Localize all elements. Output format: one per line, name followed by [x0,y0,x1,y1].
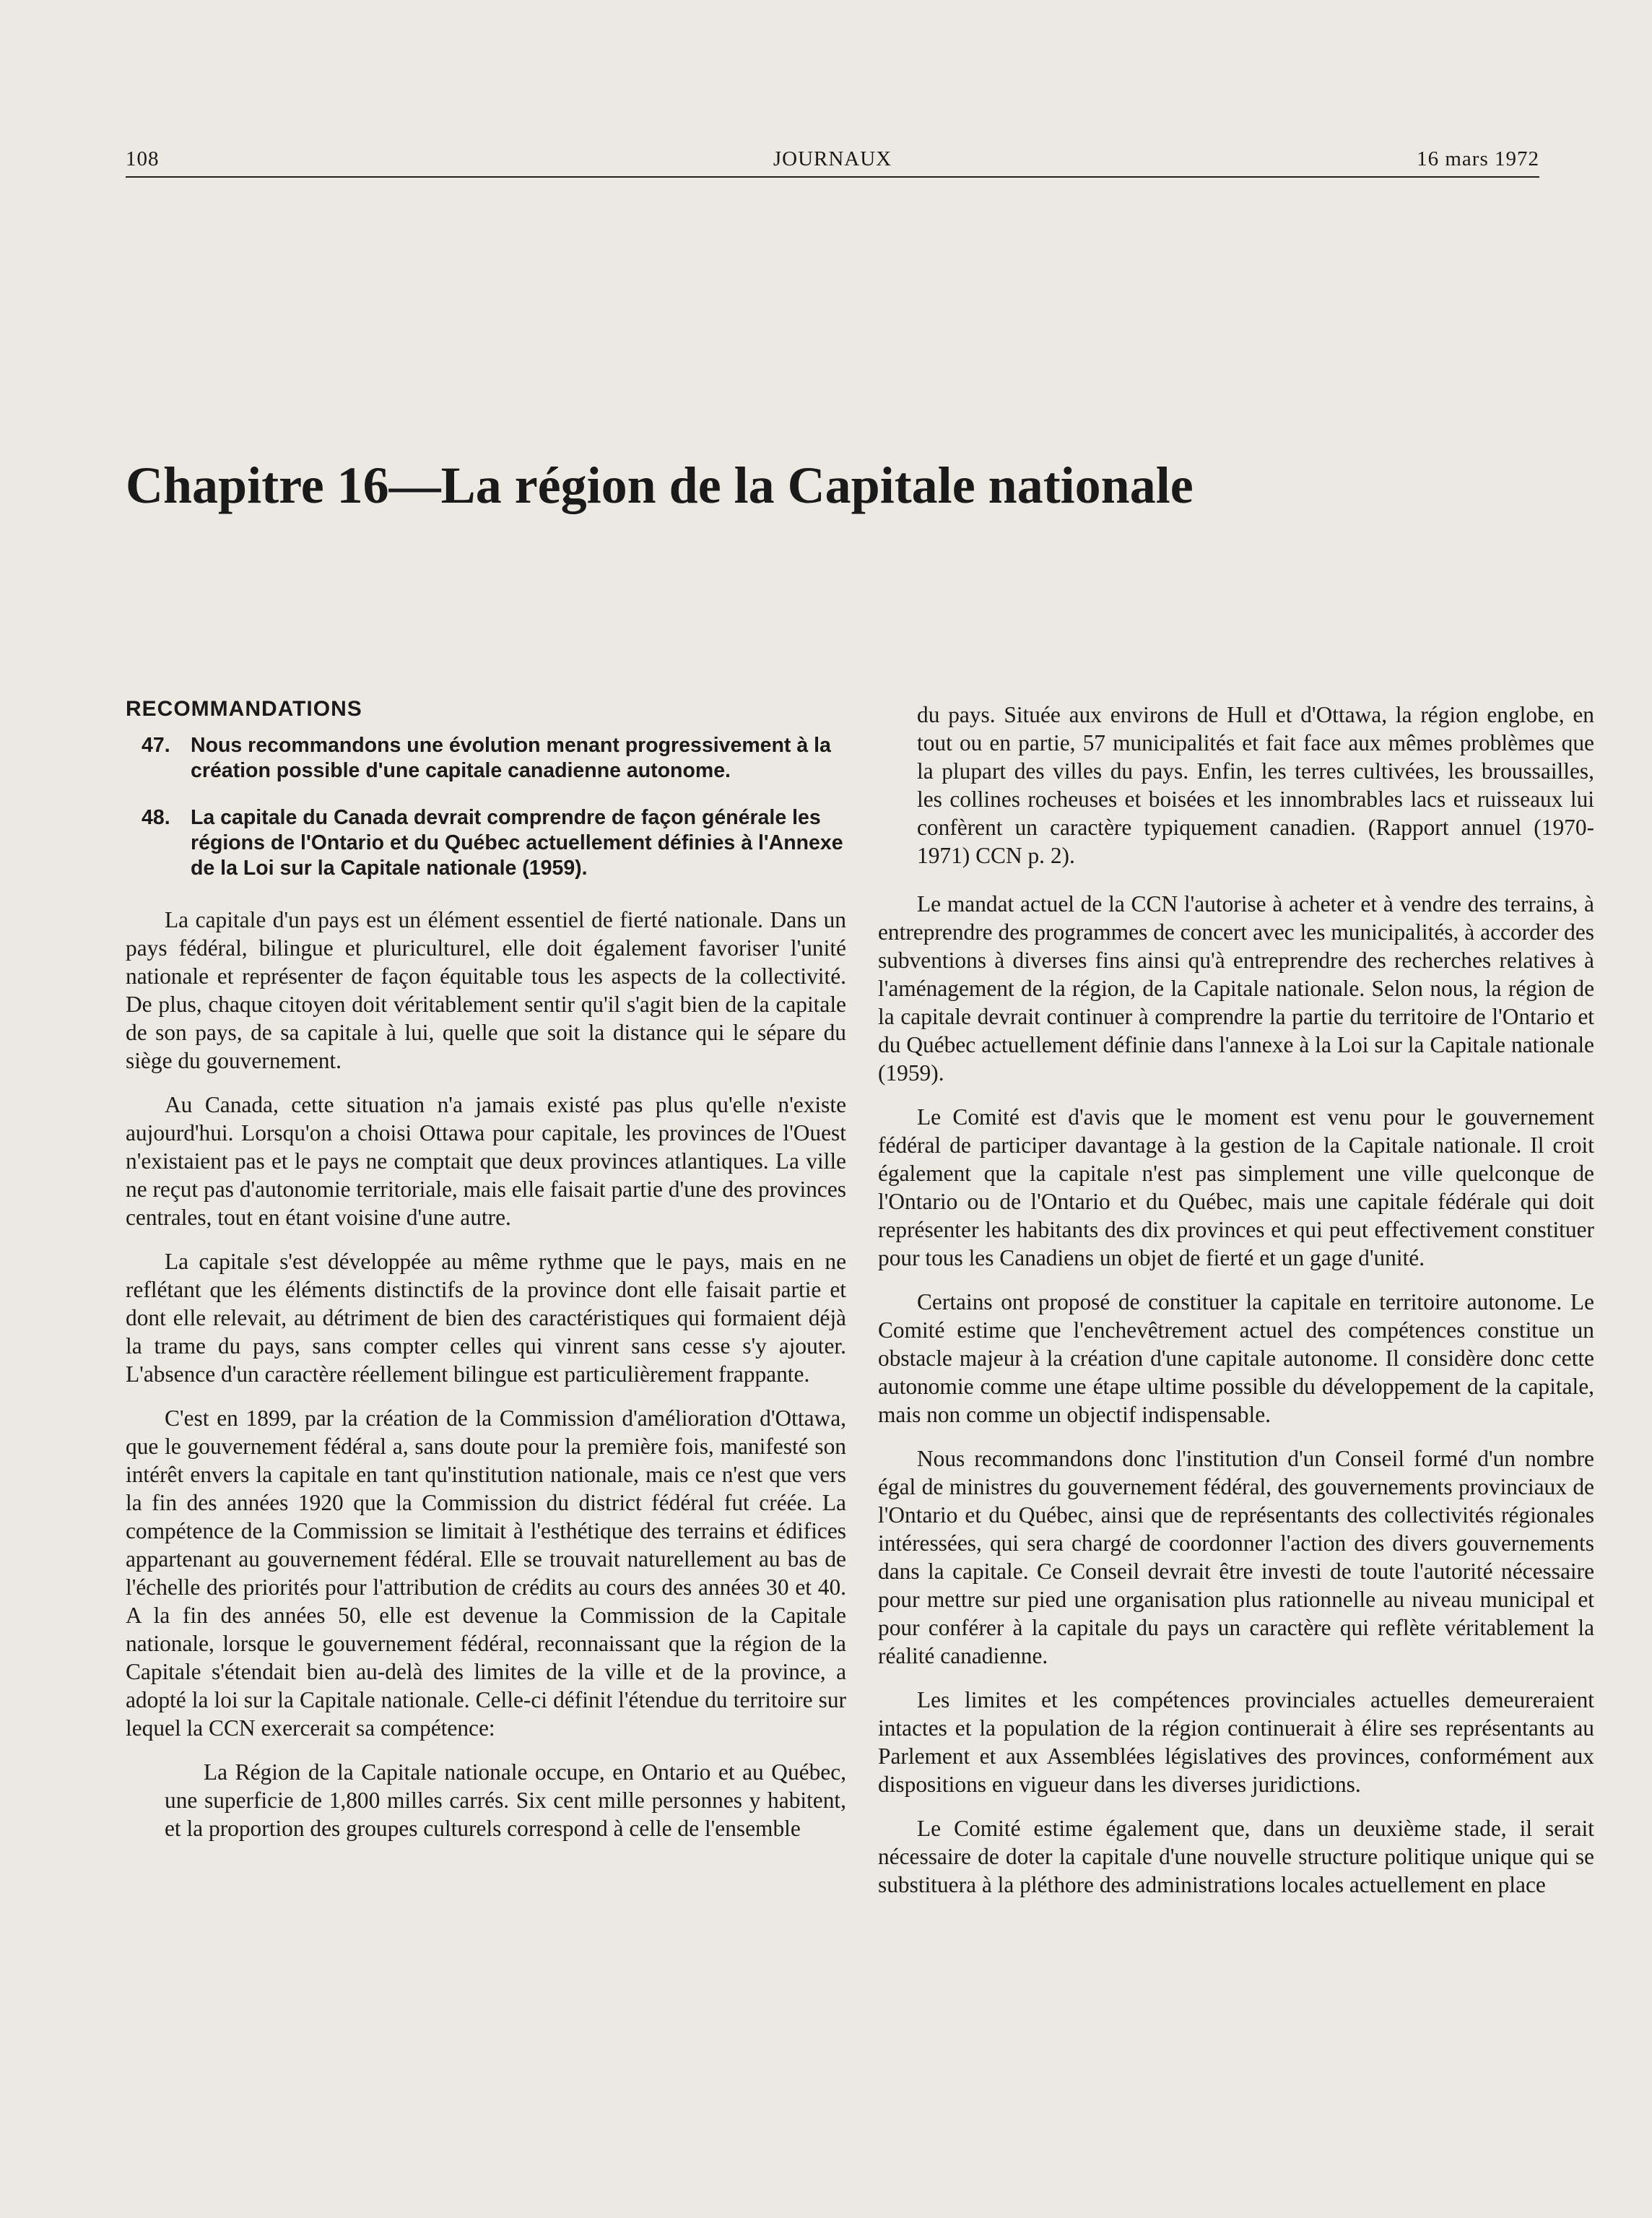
body-paragraph: C'est en 1899, par la création de la Commission d'amélioration d'Ottawa, que le gouvernement fédéral a, sans doute pour la première fois, manifesté son intérêt envers la capitale en tant qu'institution nationale, mais ce n'est que vers la fin des années 1920 que la Commission du district fédéral fut créée. La compétence de la Commission se limitait à l'esthétique des terrains et édifices appartenant au gouvernement fédéral. Elle se trouvait naturellement au bas de l'échelle des priorités pour l'attribution de crédits au cours des années 30 et 40. A la fin des années 50, elle est devenue la Commission de la Capitale nationale, lorsque le gouvernement fédéral, reconnaissant que la région de la Capitale s'étendait bien au-delà des limites de la ville et de la province, a adopté la loi sur la Capitale nationale. Celle-ci définit l'étendue du territoire sur lequel la CCN exercerait sa compétence: [126,1405,846,1741]
body-paragraph: La capitale d'un pays est un élément essentiel de fierté nationale. Dans un pays fédéral, bilingue et pluriculturel, elle doit également favoriser l'unité nationale et représenter de façon équitable tous les aspects de la collectivité. De plus, chaque citoyen doit véritablement sentir qu'il s'agit bien de la capitale de son pays, de sa capitale à lui, quelle que soit la distance qui le sépare du siège du gouvernement. [126,907,846,1073]
left-column [126,695,846,1863]
chapter-title: Chapitre 16—La région de la Capitale nationale [126,456,1194,515]
running-header [126,144,1539,178]
body-paragraph: Les limites et les compétences provinciales actuelles demeureraient intactes et la population de la région continuerait à élire ses représentants au Parlement et aux Assemblées législatives des provinces, conformément aux dispositions en vigueur dans les diverses juridictions. [878,1687,1594,1797]
quote-text: du pays. Située aux environs de Hull et d'Ottawa, la région englobe, en tout ou en partie, 57 municipalités et fait face aux mêmes problèmes que la plupart des villes du pays. Enfin, les terres cultivées, les broussailles, les collines rocheuses et boisées et les innombrables lacs et ruisseaux lui confèrent un caractère typiquement canadien. (Rapport annuel (1970-1971) CCN p. 2). [917,702,1594,868]
journal-title: JOURNAUX [773,147,892,170]
body-paragraph: Au Canada, cette situation n'a jamais existé pas plus qu'elle n'existe aujourd'hui. Lorsqu'on a choisi Ottawa pour capitale, les provinces de l'Ouest n'existaient pas et le pays ne comptait que deux provinces atlantiques. La ville ne reçut pas d'autonomie territoriale, mais elle faisait partie d'une des provinces centrales, tout en étant voisine d'une autre. [126,1092,847,1230]
body-paragraph: Nous recommandons donc l'institution d'un Conseil formé d'un nombre égal de ministres du gouvernement fédéral, des gouvernements provinciaux de l'Ontario et du Québec, ainsi que de représentants des collectivités régionales intéressées, qui sera chargé de coordonner l'action des divers gouvernements dans la capitale. Ce Conseil devrait être investi de toute l'autorité nécessaire pour mettre sur pied une organisation plus rationnelle au niveau municipal et pour conférer à la capitale du pays un caractère qui reflète véritablement la réalité canadienne. [878,1446,1594,1668]
page-number: 108 [126,147,160,170]
header-date: 16 mars 1972 [1417,147,1539,170]
recommendation-item [126,733,846,784]
recommendations-heading: RECOMMANDATIONS [126,697,362,721]
body-paragraph: Le mandat actuel de la CCN l'autorise à acheter et à vendre des terrains, à entreprendre des programmes de concert avec les municipalités, à accorder des subventions à diverses fins ainsi qu'à entreprendre des recherches relatives à l'aménagement de la région, de la Capitale nationale. Selon nous, la région de la capitale devrait continuer à comprendre la partie du territoire de l'Ontario et du Québec actuellement définie dans l'annexe à la Loi sur la Capitale nationale (1959). [878,891,1594,1086]
block-quote [126,1758,846,1842]
body-paragraph: Certains ont proposé de constituer la capitale en territoire autonome. Le Comité estime que l'enchevêtrement actuel des compétences constitue un obstacle majeur à la création d'une capitale autonome. Il considère donc cette autonomie comme une étape ultime possible du développement de la capitale, mais non comme un objectif indispensable. [878,1289,1594,1427]
body-paragraph: Le Comité est d'avis que le moment est venu pour le gouvernement fédéral de participer davantage à la gestion de la Capitale nationale. Il croit également que la capitale n'est pas simplement une ville quelconque de l'Ontario ou de l'Ontario et du Québec, mais une capitale fédérale qui doit représenter les habitants des dix provinces et qui peut effectivement constituer pour tous les Canadiens un objet de fierté et un gage d'unité. [878,1104,1594,1270]
recommendation-number: 47. [142,734,170,757]
body-paragraph: Le Comité estime également que, dans un deuxième stade, il serait nécessaire de doter la capitale d'une nouvelle structure politique unique qui se substituera à la pléthore des administrations locales actuellement en place [878,1816,1594,1897]
recommendations-list [126,733,846,881]
recommendation-text: La capitale du Canada devrait comprendre de façon générale les régions de l'Ontario et du Québec actuellement définies à l'Annexe de la Loi sur la Capitale nationale (1959). [191,806,843,880]
block-quote-continued [878,701,1594,870]
recommendation-text: Nous recommandons une évolution menant progressivement à la création possible d'une capitale canadienne autonome. [191,734,831,782]
right-column [878,701,1594,1915]
quote-text: La Région de la Capitale nationale occupe, en Ontario et au Québec, une superficie de 1,800 milles carrés. Six cent mille personnes y habitent, et la proportion des groupes culturels correspond à celle de l'ensemble [165,1759,846,1841]
recommendation-item [126,805,846,881]
body-paragraph: La capitale s'est développée au même rythme que le pays, mais en ne reflétant que les éléments distinctifs de la province dont elle faisait partie et dont elle relevait, au détriment de bien des caractéristiques qui formaient déjà la trame du pays, sans compter celles qui vinrent sans cesse s'y ajouter. L'absence d'un caractère réellement bilingue est particulièrement frappante. [126,1249,846,1387]
recommendation-number: 48. [142,806,170,829]
